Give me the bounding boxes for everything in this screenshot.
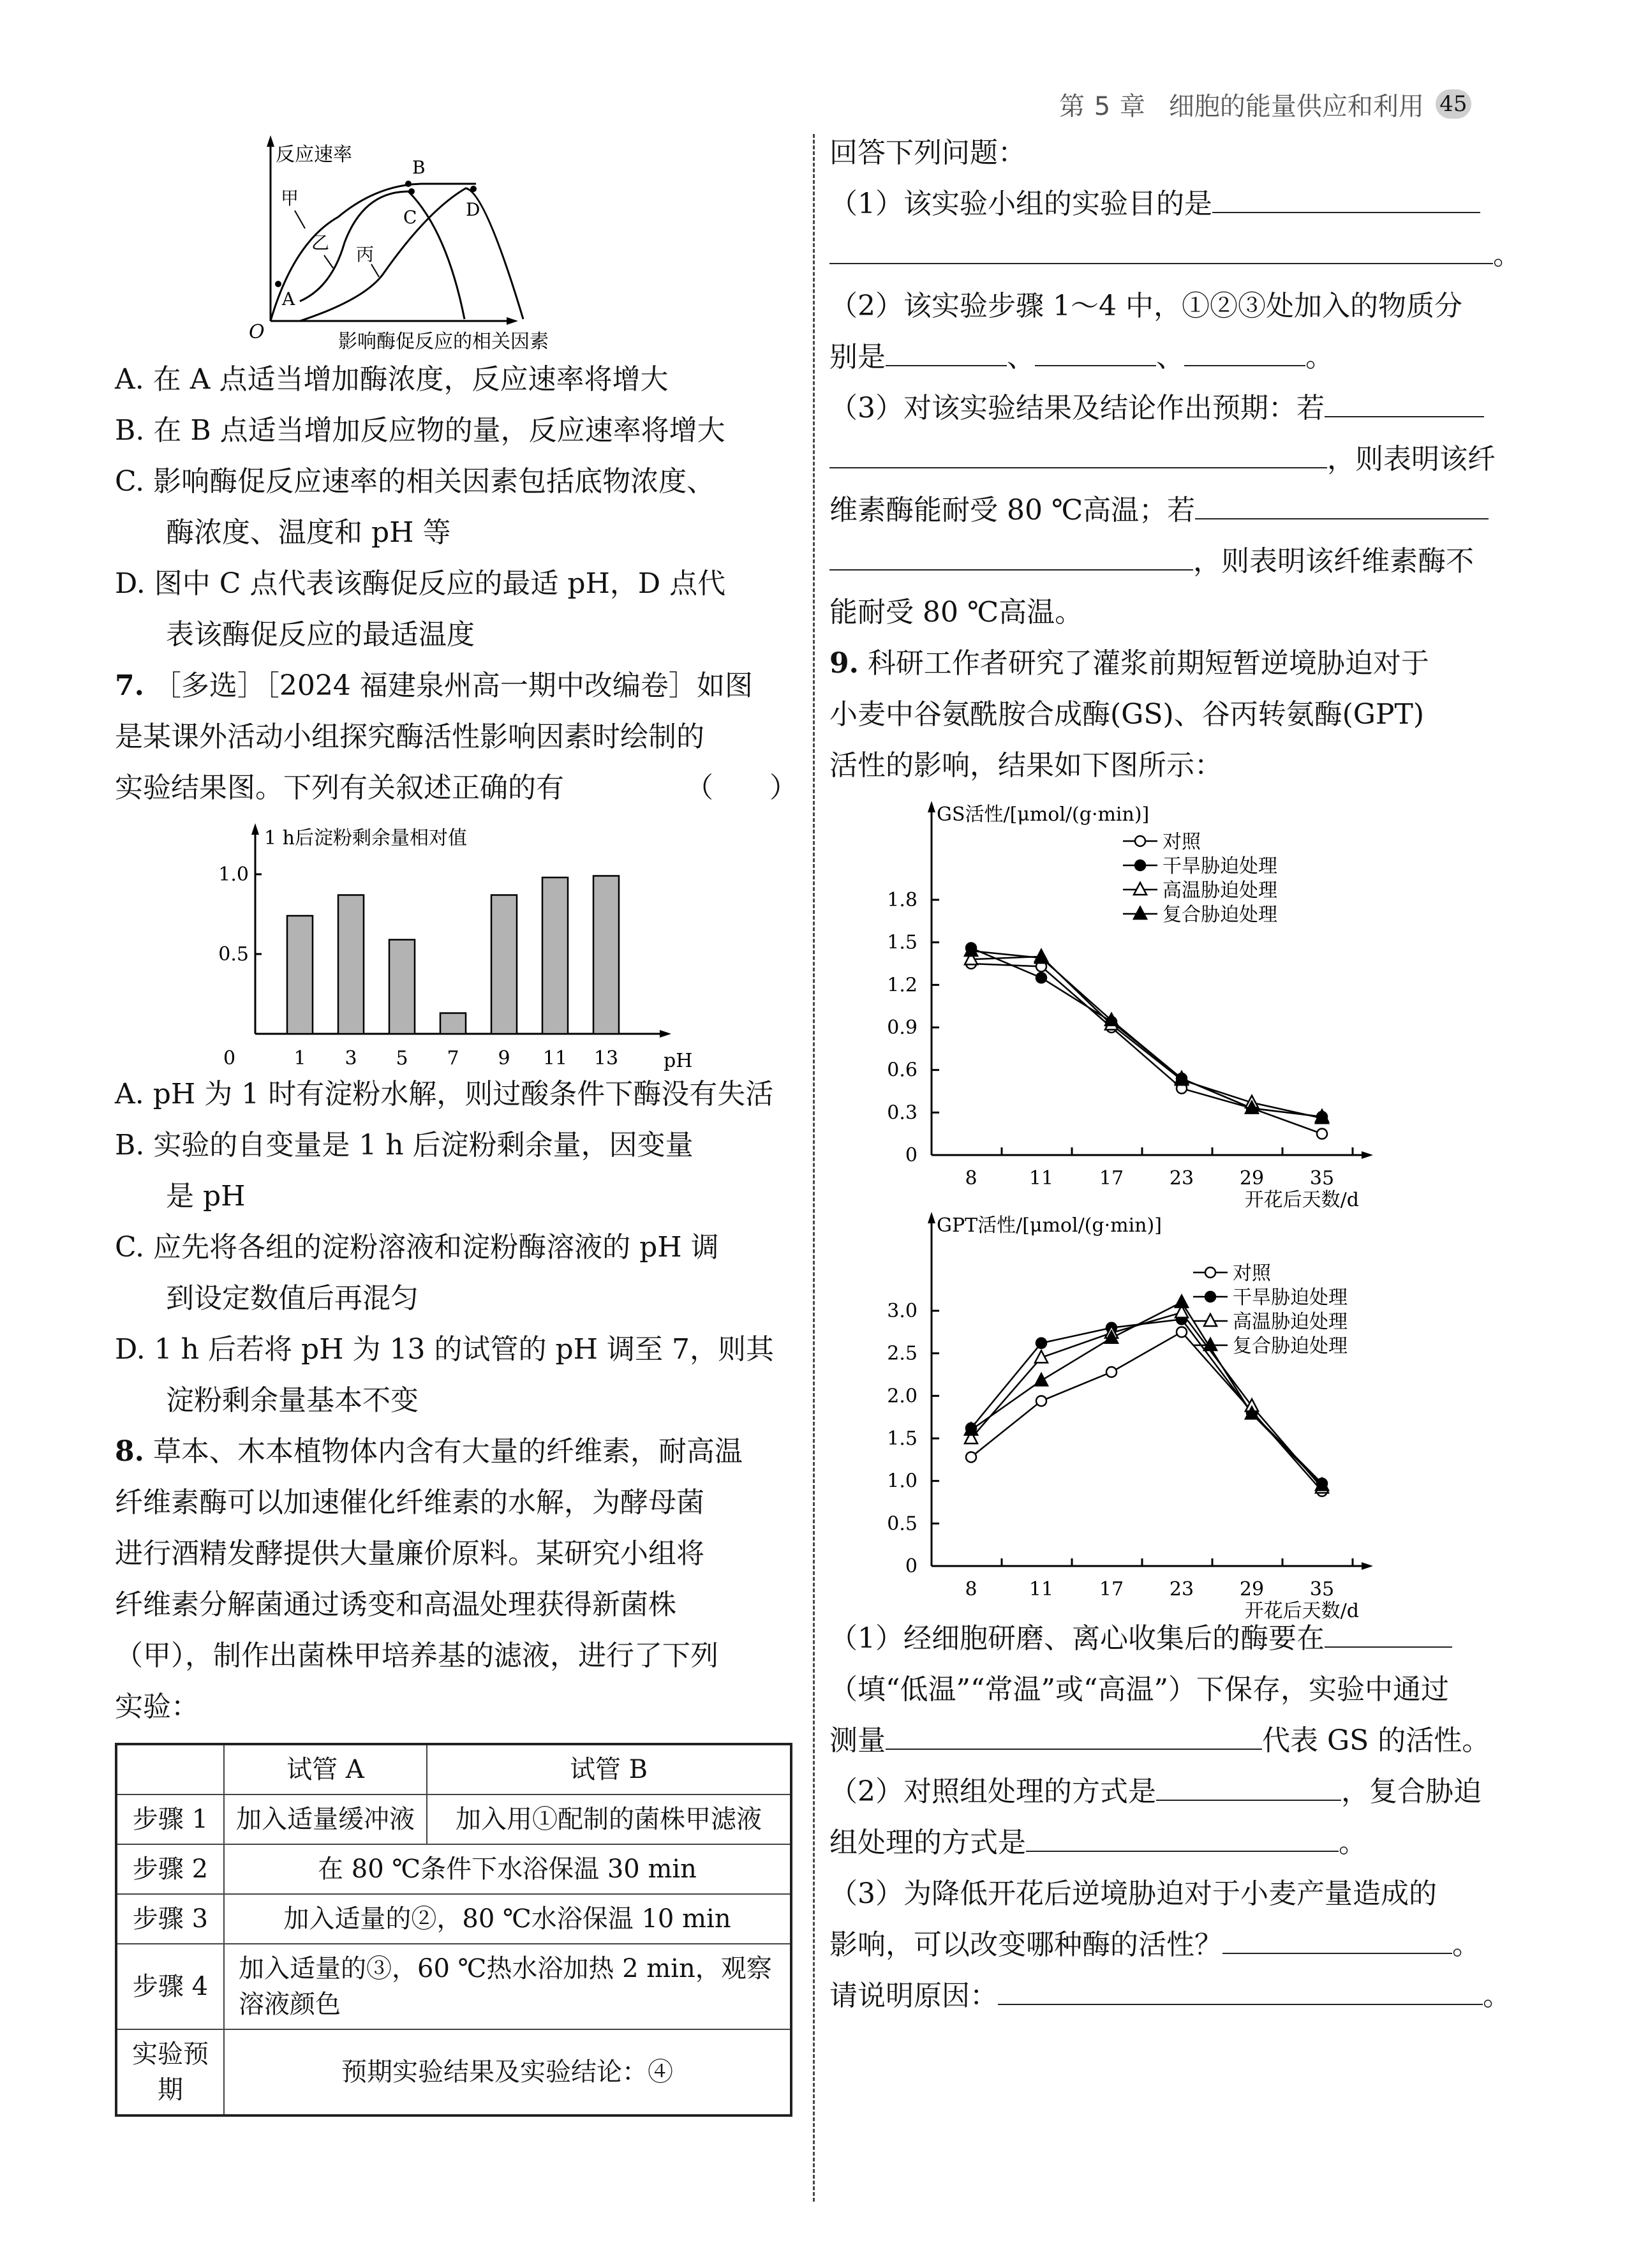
table-row: 步骤 2 在 80 ℃条件下水浴保温 30 min bbox=[116, 1844, 791, 1894]
x-axis-label: 影响酶促反应的相关因素 bbox=[338, 331, 549, 353]
svg-text:高温胁迫处理: 高温胁迫处理 bbox=[1233, 1311, 1348, 1333]
answer-blank[interactable] bbox=[1035, 339, 1156, 366]
svg-text:8: 8 bbox=[965, 1167, 977, 1190]
q7-option-a[interactable]: A. pH 为 1 时有淀粉水解，则过酸条件下酶没有失活 bbox=[115, 1078, 774, 1110]
answer-paren[interactable]: （ ） bbox=[685, 772, 798, 804]
svg-text:29: 29 bbox=[1239, 1578, 1265, 1600]
svg-text:复合胁迫处理: 复合胁迫处理 bbox=[1233, 1335, 1348, 1357]
svg-text:23: 23 bbox=[1169, 1167, 1194, 1190]
svg-text:0.9: 0.9 bbox=[887, 1017, 918, 1039]
svg-text:乙: 乙 bbox=[311, 232, 330, 253]
svg-text:1.8: 1.8 bbox=[887, 889, 918, 911]
svg-text:干旱胁迫处理: 干旱胁迫处理 bbox=[1233, 1287, 1348, 1309]
q7-option-b[interactable]: B. 实验的自变量是 1 h 后淀粉剩余量，因变量 bbox=[115, 1129, 694, 1161]
svg-text:11: 11 bbox=[1029, 1578, 1054, 1600]
svg-text:3: 3 bbox=[345, 1047, 357, 1070]
svg-text:29: 29 bbox=[1239, 1167, 1265, 1190]
svg-text:35: 35 bbox=[1309, 1578, 1335, 1600]
q7-option-d[interactable]: D. 1 h 后若将 pH 为 13 的试管的 pH 调至 7，则其 bbox=[115, 1333, 774, 1366]
table-header-row: 试管 A 试管 B bbox=[116, 1744, 791, 1794]
svg-text:0: 0 bbox=[223, 1047, 236, 1070]
right-column: 回答下列问题： （1）该实验小组的实验目的是 。 （2）该实验步骤 1～4 中，①②③处加入的物质分 别是 、 、 。 （3）对该实验结果及结论作出预期：若 ，则表明该纤 维素酶能耐受 80 ℃高温；若 ，则表明该纤维素酶不 能耐受 80 ℃高温。 9. 科研工作者研究了灌浆前期短暂逆境胁迫对于 小麦中谷氨酰胺合成酶(GS)、谷丙转氨酶(GPT) 活性的影响，结果如下图所示： GS活性/[μmol/(g·min)] 0 0.3 0.6 0.9 1.2 1.5 1.8 8 11 17 23 29 35 开花后天数/d 对照 干旱胁迫处理 高温胁迫处理 复合胁迫处理 GPT活性/[μmol/(g·min)] 0 0.5 1.0 1.5 2.0 2.5 3.0 8 11 17 23 29 35 开花后天数/d 对照 干旱胁迫处理 高温胁迫处理 复合胁迫处理 （1）经细胞研磨、离心收集后的酶要在 （填“低温”“常温”或“高温”）下保存，实验中通过 测量 代表 GS 的活性。 （2）对照组处理的方式是 ，复合胁迫 组处理的方式是 。 （3）为降低开花后逆境胁迫对于小麦产量造成的 影响，可以改变哪种酶的活性？ 。 请说明原因： 。 bbox=[829, 137, 1521, 2012]
svg-text:1: 1 bbox=[293, 1047, 306, 1070]
table-row: 步骤 4 加入适量的③，60 ℃热水浴加热 2 min，观察 溶液颜色 bbox=[116, 1944, 791, 2029]
svg-text:GS活性/[μmol/(g·min)]: GS活性/[μmol/(g·min)] bbox=[937, 803, 1150, 826]
answer-blank[interactable] bbox=[1325, 1621, 1452, 1648]
y-axis-label: 反应速率 bbox=[276, 144, 352, 166]
svg-text:11: 11 bbox=[1029, 1167, 1054, 1190]
gpt-activity-line-chart bbox=[868, 1202, 1442, 1622]
svg-text:高温胁迫处理: 高温胁迫处理 bbox=[1163, 879, 1277, 902]
answer-blank[interactable] bbox=[886, 339, 1007, 366]
svg-text:5: 5 bbox=[396, 1047, 408, 1070]
q7-options: A. pH 为 1 时有淀粉水解，则过酸条件下酶没有失活 B. 实验的自变量是 1 h 后淀粉剩余量，因变量 是 pH C. 应先将各组的淀粉溶液和淀粉酶溶液的 pH 调 到设定数值后再混匀 D. 1 h 后若将 pH 为 13 的试管的 pH 调至 7，则其 淀粉剩余量基本不变 bbox=[115, 1069, 798, 1426]
svg-text:A: A bbox=[282, 288, 295, 310]
q6-option-b[interactable]: B. 在 B 点适当增加反应物的量，反应速率将增大 bbox=[115, 414, 725, 447]
page-number-badge: 45 bbox=[1436, 89, 1471, 119]
svg-text:11: 11 bbox=[542, 1047, 568, 1070]
svg-text:17: 17 bbox=[1099, 1167, 1124, 1190]
svg-text:GPT活性/[μmol/(g·min)]: GPT活性/[μmol/(g·min)] bbox=[937, 1214, 1162, 1237]
svg-text:开花后天数/d: 开花后天数/d bbox=[1244, 1189, 1359, 1211]
answer-blank[interactable] bbox=[1026, 1825, 1339, 1852]
svg-text:1 h后淀粉剩余量相对值: 1 h后淀粉剩余量相对值 bbox=[264, 827, 467, 849]
answer-blank[interactable] bbox=[1195, 493, 1489, 519]
q6-option-d-cont: 表该酶促反应的最适温度 bbox=[166, 618, 475, 651]
svg-text:C: C bbox=[403, 207, 417, 228]
answer-blank[interactable] bbox=[1325, 391, 1484, 417]
svg-text:1.2: 1.2 bbox=[887, 974, 918, 997]
column-divider bbox=[813, 134, 815, 2202]
answer-blank[interactable] bbox=[1212, 186, 1480, 213]
svg-text:0.3: 0.3 bbox=[887, 1101, 918, 1124]
q8-number: 8. bbox=[115, 1435, 144, 1468]
answer-blank[interactable] bbox=[829, 544, 1193, 571]
svg-text:9: 9 bbox=[498, 1047, 510, 1070]
svg-text:开花后天数/d: 开花后天数/d bbox=[1244, 1600, 1359, 1622]
q7-stem: 7. ［多选］［2024 福建泉州高一期中改编卷］如图 是某课外活动小组探究酶活性影响因素时绘制的 实验结果图。下列有关叙述正确的有 （ ） bbox=[115, 660, 798, 814]
enzyme-rate-diagram bbox=[236, 128, 619, 354]
table-row: 步骤 1 加入适量缓冲液 加入用①配制的菌株甲滤液 bbox=[116, 1794, 791, 1844]
chapter-title: 细胞的能量供应和利用 bbox=[1168, 91, 1424, 121]
svg-text:pH: pH bbox=[664, 1050, 693, 1072]
svg-text:0: 0 bbox=[905, 1144, 918, 1167]
answer-blank[interactable] bbox=[1222, 1927, 1452, 1954]
svg-text:0.5: 0.5 bbox=[887, 1512, 918, 1535]
q7-number: 7. bbox=[115, 669, 144, 702]
svg-text:0.6: 0.6 bbox=[887, 1059, 918, 1082]
svg-text:8: 8 bbox=[965, 1578, 977, 1600]
svg-text:干旱胁迫处理: 干旱胁迫处理 bbox=[1163, 855, 1277, 877]
origin-label: O bbox=[249, 321, 265, 343]
svg-text:0: 0 bbox=[905, 1555, 918, 1578]
table-row: 步骤 3 加入适量的②，80 ℃水浴保温 10 min bbox=[116, 1894, 791, 1944]
q6-option-d[interactable]: D. 图中 C 点代表该酶促反应的最适 pH，D 点代 bbox=[115, 567, 726, 600]
svg-text:2.5: 2.5 bbox=[887, 1342, 918, 1365]
svg-text:1.0: 1.0 bbox=[218, 863, 249, 886]
q9-number: 9. bbox=[829, 647, 859, 680]
svg-text:3.0: 3.0 bbox=[887, 1300, 918, 1322]
svg-text:13: 13 bbox=[593, 1047, 619, 1070]
svg-text:丙: 丙 bbox=[356, 244, 375, 265]
svg-text:7: 7 bbox=[447, 1047, 459, 1070]
svg-text:1.5: 1.5 bbox=[887, 931, 918, 954]
q7-bar-chart bbox=[115, 814, 798, 1072]
svg-text:1.0: 1.0 bbox=[887, 1470, 918, 1493]
chapter-label: 第 5 章 bbox=[1059, 91, 1146, 121]
q6-figure bbox=[236, 128, 798, 354]
left-column bbox=[115, 128, 798, 2117]
q6-option-c[interactable]: C. 影响酶促反应速率的相关因素包括底物浓度、 bbox=[115, 465, 715, 498]
answer-blank[interactable] bbox=[1156, 1774, 1341, 1801]
svg-text:D: D bbox=[466, 199, 480, 220]
svg-text:对照: 对照 bbox=[1233, 1262, 1271, 1285]
page-header bbox=[1059, 82, 1471, 126]
svg-text:0.5: 0.5 bbox=[218, 943, 249, 966]
gpt-chart bbox=[868, 1202, 1512, 1622]
svg-text:复合胁迫处理: 复合胁迫处理 bbox=[1163, 904, 1277, 926]
answer-blank[interactable] bbox=[886, 1723, 1262, 1750]
svg-text:17: 17 bbox=[1099, 1578, 1124, 1600]
answer-blank[interactable] bbox=[998, 1978, 1483, 2005]
q7-option-c[interactable]: C. 应先将各组的淀粉溶液和淀粉酶溶液的 pH 调 bbox=[115, 1231, 719, 1264]
answer-blank[interactable] bbox=[829, 237, 1493, 264]
gs-chart bbox=[868, 791, 1512, 1211]
experiment-table bbox=[115, 1743, 792, 2117]
starch-remaining-bar-chart bbox=[115, 814, 753, 1072]
answer-blank[interactable] bbox=[1184, 339, 1305, 366]
answer-blank[interactable] bbox=[829, 442, 1327, 468]
q8-stem: 8. 草本、木本植物体内含有大量的纤维素，耐高温 纤维素酶可以加速催化纤维素的水解，为酵母菌 进行酒精发酵提供大量廉价原料。某研究小组将 纤维素分解菌通过诱变和高温处理获得新菌株 （甲），制作出菌株甲培养基的滤液，进行了下列 实验： bbox=[115, 1435, 743, 1723]
svg-text:1.5: 1.5 bbox=[887, 1428, 918, 1450]
q6-option-a[interactable]: A. 在 A 点适当增加酶浓度，反应速率将增大 bbox=[115, 363, 669, 396]
svg-text:对照: 对照 bbox=[1163, 831, 1201, 853]
svg-text:2.0: 2.0 bbox=[887, 1385, 918, 1408]
svg-text:B: B bbox=[412, 157, 426, 178]
table-row: 实验预期 预期实验结果及实验结论：④ bbox=[116, 2029, 791, 2115]
svg-text:甲: 甲 bbox=[281, 188, 299, 209]
q6-option-c-cont: 酶浓度、温度和 pH 等 bbox=[166, 516, 451, 549]
q6-options bbox=[115, 354, 798, 660]
q9-stem: 9. 科研工作者研究了灌浆前期短暂逆境胁迫对于 小麦中谷氨酰胺合成酶(GS)、谷丙转氨酶(GPT) 活性的影响，结果如下图所示： bbox=[829, 647, 1429, 782]
svg-text:23: 23 bbox=[1169, 1578, 1194, 1600]
svg-text:35: 35 bbox=[1309, 1167, 1335, 1190]
gs-activity-line-chart bbox=[868, 791, 1442, 1211]
